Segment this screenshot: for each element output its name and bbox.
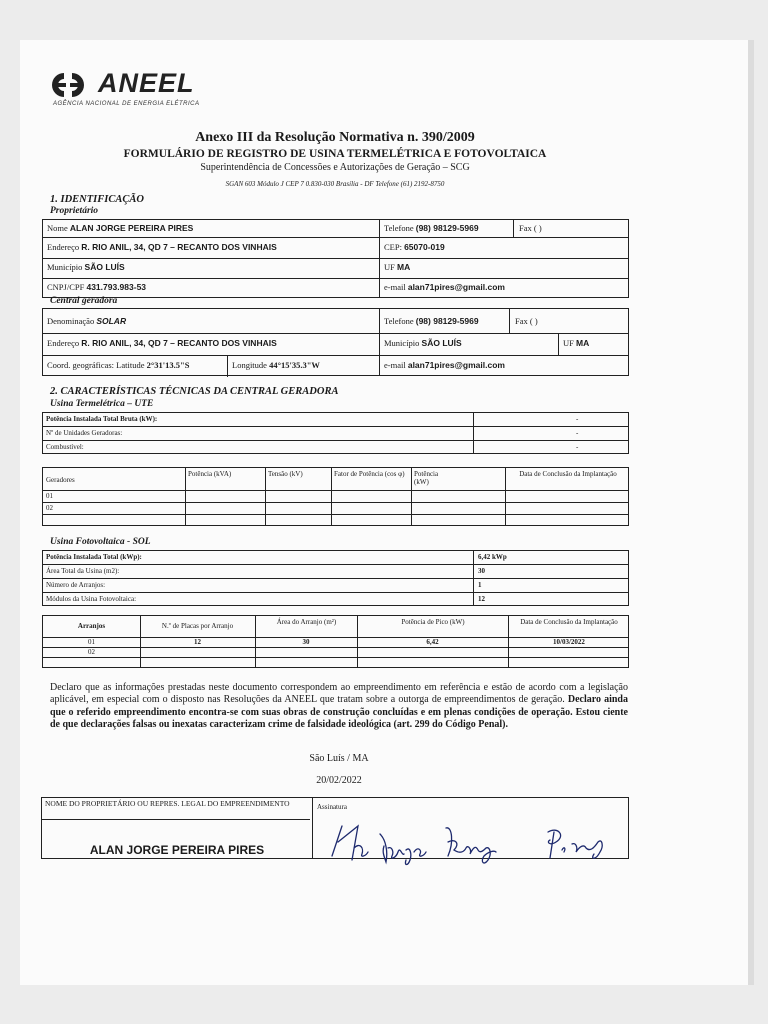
- aneel-logo-subtitle: AGÊNCIA NACIONAL DE ENERGIA ELÉTRICA: [53, 101, 200, 107]
- arr-header-arranjos: Arranjos: [77, 622, 106, 630]
- sol-area-value: 30: [478, 567, 485, 575]
- section-identificacao-title: 1. IDENTIFICAÇÃO: [50, 194, 144, 205]
- gen-header-data: Data de Conclusão da Implantação: [519, 470, 617, 478]
- sol-modulos-value: 12: [478, 595, 485, 603]
- arr-header-area: Área do Arranjo (m²): [276, 618, 337, 626]
- email-field: e-mail alan71pires@gmail.com: [384, 282, 505, 292]
- agency-address: SGAN 603 Módulo J CEP 7 0.830-030 Brasília - DF Telefone (61) 2192-8750: [225, 180, 445, 188]
- gen-row-02: 02: [46, 504, 53, 512]
- arr-header-placas: N.º de Placas por Arranjo: [161, 622, 234, 630]
- assinatura-label: Assinatura: [317, 803, 347, 811]
- central-geradora-label: Central geradora: [50, 296, 118, 306]
- sol-arranjos-value: 1: [478, 581, 482, 589]
- central-geradora-table: [42, 308, 629, 376]
- arr-header-data: Data de Conclusão da Implantação: [520, 618, 618, 626]
- arr-row-01-arranjo: 01: [88, 638, 95, 646]
- latitude-field: Coord. geográficas: Latitude 2°31'13.5"S: [47, 360, 190, 370]
- document-title: Anexo III da Resolução Normativa n. 390/2009: [195, 130, 475, 145]
- ute-label: Usina Termelétrica – UTE: [50, 399, 154, 409]
- endereco-field: Endereço R. RIO ANIL, 34, QD 7 – RECANTO DOS VINHAIS: [47, 242, 277, 252]
- gen-header-tensao: Tensão (kV): [268, 470, 303, 478]
- ute-unidades-label: Nº de Unidades Geradoras:: [46, 429, 123, 437]
- uf-field: UF MA: [384, 262, 411, 272]
- ute-potencia-value: -: [576, 415, 579, 423]
- central-telefone-field: Telefone (98) 98129-5969: [384, 316, 479, 326]
- declaracao-local: São Luís / MA: [309, 753, 369, 764]
- geradores-table: [42, 467, 629, 526]
- aneel-logo-icon: [50, 72, 94, 98]
- proprietario-label: Proprietário: [50, 206, 99, 216]
- sol-potencia-value: 6,42 kWp: [478, 553, 507, 561]
- cep-field: CEP: 65070-019: [384, 242, 445, 252]
- cnpj-field: CNPJ/CPF 431.793.983-53: [47, 282, 147, 292]
- ute-combustivel-label: Combustível:: [46, 443, 84, 451]
- gen-row-01: 01: [46, 492, 53, 500]
- form-title: FORMULÁRIO DE REGISTRO DE USINA TERMELÉTRICA E FOTOVOLTAICA: [123, 148, 547, 160]
- sol-modulos-label: Módulos da Usina Fotovoltaica:: [46, 595, 137, 603]
- page-edge: [748, 40, 754, 985]
- sol-area-label: Área Total da Usina (m2):: [46, 567, 120, 575]
- sol-potencia-label: Potência Instalada Total (kWp):: [46, 553, 142, 561]
- arr-row-01-potencia: 6,42: [426, 638, 439, 646]
- sol-label: Usina Fotovoltaica - SOL: [50, 537, 151, 547]
- aneel-logo-text: ANEEL: [98, 68, 195, 98]
- gen-header-fator: Fator de Potência (cos φ): [334, 470, 405, 478]
- arr-header-potencia: Potência de Pico (kW): [401, 618, 465, 626]
- denominacao-field: Denominação SOLAR: [47, 316, 127, 326]
- nome-field: Nome ALAN JORGE PEREIRA PIRES: [47, 223, 194, 233]
- section-tecnicas-title: 2. CARACTERÍSTICAS TÉCNICAS DA CENTRAL GERADORA: [50, 386, 339, 397]
- gen-header-geradores: Geradores: [46, 476, 75, 484]
- longitude-field: Longitude 44°15'35.3"W: [232, 360, 320, 370]
- declaracao-data: 20/02/2022: [316, 775, 362, 786]
- ute-combustivel-value: -: [576, 443, 579, 451]
- sol-table: [42, 550, 629, 606]
- arr-row-01-data: 10/03/2022: [553, 638, 585, 646]
- central-email-field: e-mail alan71pires@gmail.com: [384, 360, 505, 370]
- form-subtitle: Superintendência de Concessões e Autorizações de Geração – SCG: [200, 162, 470, 173]
- municipio-field: Município SÃO LUÍS: [47, 262, 125, 272]
- arr-row-01-placas: 12: [194, 638, 201, 646]
- gen-header-potencia-kva: Potência (kVA): [188, 470, 232, 478]
- ute-unidades-value: -: [576, 429, 579, 437]
- central-endereco-field: Endereço R. RIO ANIL, 34, QD 7 – RECANTO DOS VINHAIS: [47, 338, 277, 348]
- signature-drawing-icon: [328, 812, 618, 867]
- arr-row-02-arranjo: 02: [88, 648, 95, 656]
- handwritten-signature: [328, 812, 618, 867]
- telefone-field: Telefone (98) 98129-5969: [384, 223, 479, 233]
- ute-table: [42, 412, 629, 454]
- nome-representante-label: NOME DO PROPRIETÁRIO OU REPRES. LEGAL DO EMPREENDIMENTO: [45, 799, 290, 808]
- fax-field: Fax ( ): [519, 223, 542, 233]
- arr-row-01-area: 30: [302, 638, 310, 646]
- central-uf-field: UF MA: [563, 338, 590, 348]
- sol-arranjos-label: Número de Arranjos:: [46, 581, 106, 589]
- arranjos-table: [42, 615, 629, 668]
- central-municipio-field: Município SÃO LUÍS: [384, 338, 462, 348]
- declaracao-text: Declaro que as informações prestadas neste documento correspondem ao empreendimento em referência e estão de acordo com a legislação aplicável, em especial com o disposto nas Resoluções da ANEEL que tratam sobre a outorga de empreendimentos de geração. Declaro ainda que o referido empreendimento encontra-se com suas obras de construção concluídas e em plenas condições de operação. Estou ciente de que declarações falsas ou inexatas caracterizam crime de falsidade ideológica (art. 299 do Código Penal).: [50, 682, 628, 730]
- gen-header-potencia-kw: Potência (kW): [414, 470, 439, 486]
- central-fax-field: Fax ( ): [515, 316, 538, 326]
- proprietario-table: [42, 219, 629, 298]
- nome-representante: ALAN JORGE PEREIRA PIRES: [89, 843, 265, 857]
- ute-potencia-label: Potência Instalada Total Bruta (kW):: [46, 415, 158, 423]
